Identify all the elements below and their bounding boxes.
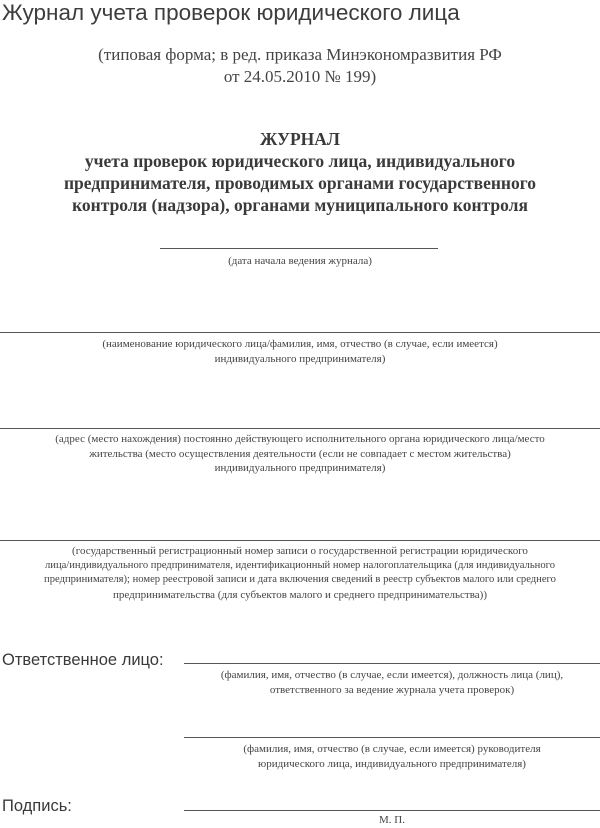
address-caption: [0, 432, 600, 476]
caption-line: ответственного за ведение журнала учета проверок): [269, 683, 515, 696]
registration-line[interactable]: [0, 540, 600, 541]
journal-heading-line: ЖУРНАЛ: [260, 129, 340, 149]
start-date-caption: (дата начала ведения журнала): [228, 255, 372, 267]
caption-line: лица/индивидуального предпринимателя, идентификационный номер налогоплательщика (для индивидуального: [44, 559, 556, 571]
caption-line: индивидуального предпринимателя): [214, 352, 386, 365]
responsible-person-label: Ответственное лицо:: [2, 651, 164, 669]
caption-line: (адрес (место нахождения) постоянно действующего исполнительного органа юридического лица/место: [55, 433, 545, 445]
entity-name-line[interactable]: [0, 332, 600, 333]
form-reference-line: от 24.05.2010 № 199): [223, 67, 377, 86]
journal-heading-line: учета проверок юридического лица, индивидуального: [84, 151, 516, 171]
address-line[interactable]: [0, 428, 600, 429]
caption-line: индивидуального предпринимателя): [214, 462, 386, 474]
caption-line: жительства (место осуществления деятельности (если не совпадает с местом жительства): [89, 447, 511, 460]
stamp-caption: М. П.: [379, 814, 405, 826]
journal-heading-line: предпринимателя, проводимых органами государственного: [63, 173, 537, 193]
responsible-person-line[interactable]: [184, 663, 600, 664]
caption-line: (наименование юридического лица/фамилия, имя, отчество (в случае, если имеется): [102, 338, 498, 350]
head-of-entity-line[interactable]: [184, 737, 600, 738]
journal-heading-line: контроля (надзора), органами муниципального контроля: [72, 195, 528, 215]
caption-line: (фамилия, имя, отчество (в случае, если имеется) руководителя: [243, 743, 541, 755]
form-reference-line: (типовая форма; в ред. приказа Минэкономразвития РФ: [98, 45, 502, 64]
caption-line: предпринимателя); номер реестровой записи и дата включения сведений в реестр субъектов малого или среднего: [44, 574, 556, 585]
start-date-line[interactable]: [160, 248, 438, 249]
caption-line: юридического лица, индивидуального предпринимателя): [258, 757, 526, 770]
responsible-person-caption: [184, 668, 600, 697]
entity-name-caption: [0, 337, 600, 366]
caption-line: (фамилия, имя, отчество (в случае, если имеется), должность лица (лиц),: [220, 669, 564, 681]
caption-line: предпринимательства (для субъектов малого и среднего предпринимательства)): [112, 588, 487, 601]
head-of-entity-caption: [184, 742, 600, 771]
caption-line: (государственный регистрационный номер записи о государственной регистрации юридического: [72, 545, 528, 557]
signature-label: Подпись:: [2, 797, 72, 815]
journal-heading: [0, 128, 600, 216]
signature-line[interactable]: [184, 810, 600, 811]
page-title: Журнал учета проверок юридического лица: [2, 0, 460, 25]
registration-caption: [0, 544, 600, 602]
form-reference: [0, 44, 600, 88]
